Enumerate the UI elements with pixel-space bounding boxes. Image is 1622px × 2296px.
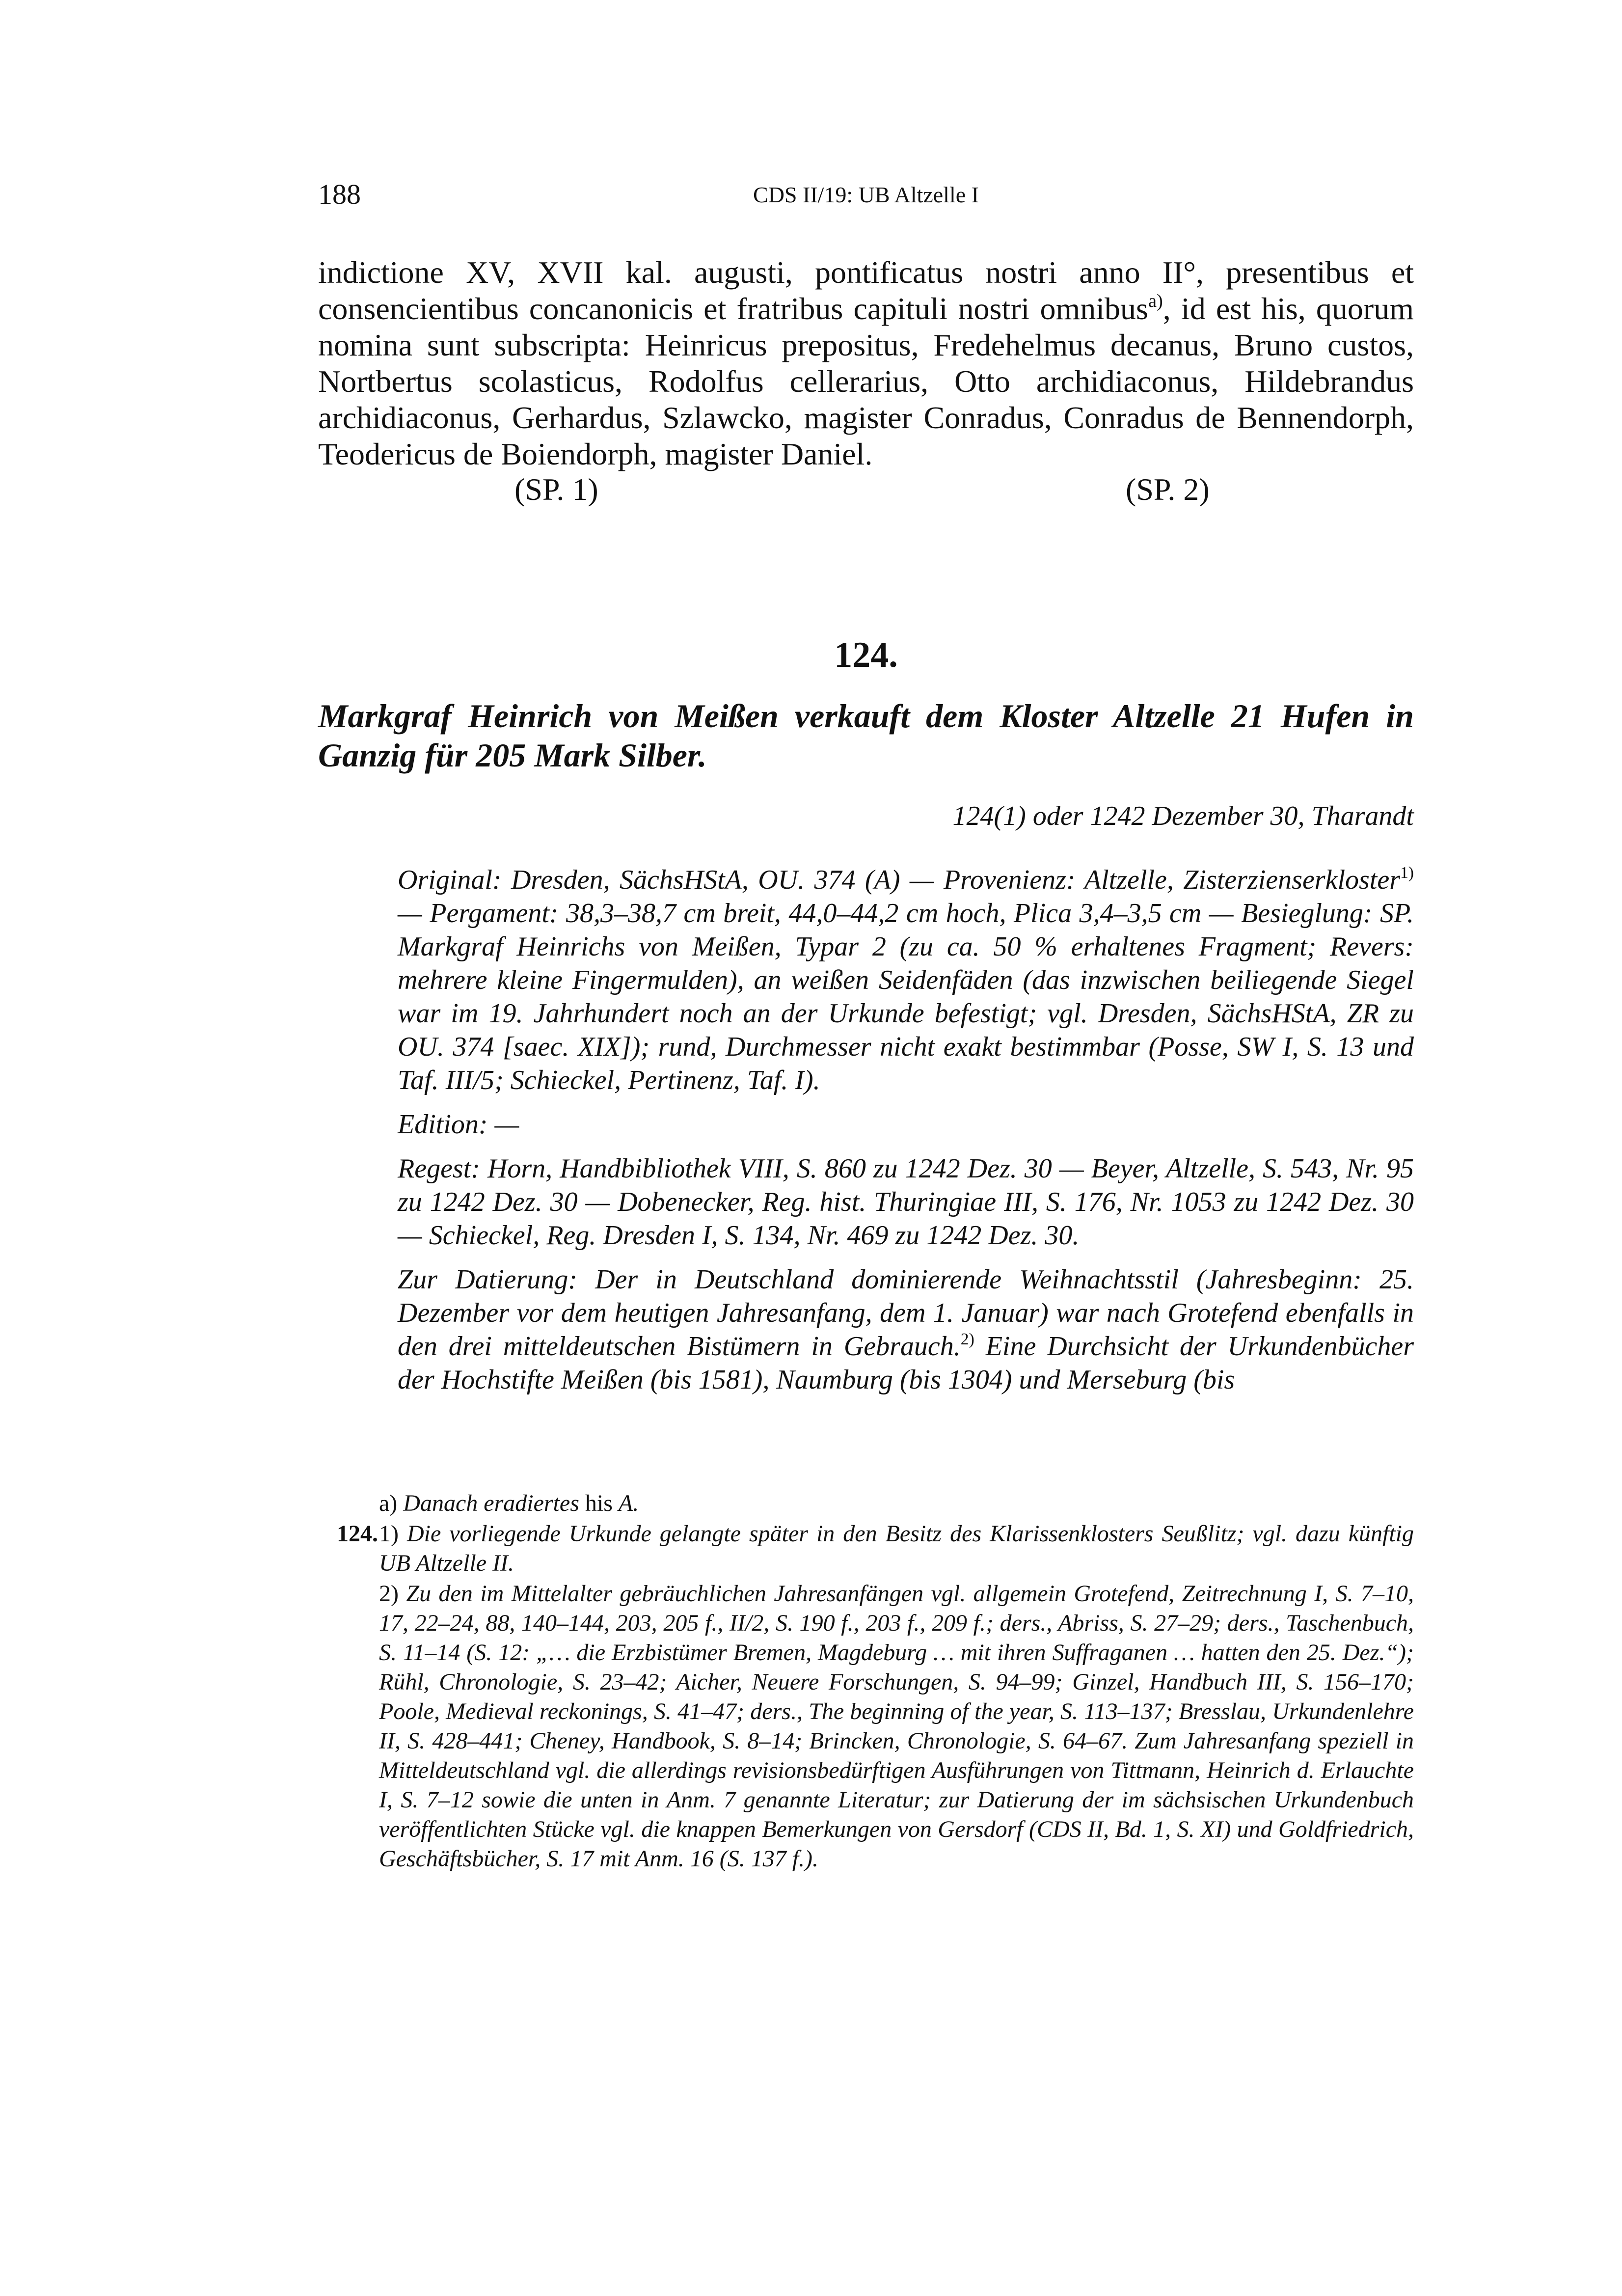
footnote-doc-marker: 124.: [337, 1521, 378, 1547]
footnotes: [318, 1489, 1414, 1875]
document-title: Markgraf Heinrich von Meißen verkauft dem Kloster Altzelle 21 Hufen in Ganzig für 205 Mark Silber.: [318, 697, 1414, 774]
page-header: [318, 178, 1414, 217]
seal-mark-2: (SP. 2): [1126, 472, 1210, 507]
regest-note: Regest: Horn, Handbibliothek VIII, S. 860 zu 1242 Dez. 30 — Beyer, Altzelle, S. 543, Nr. 95 zu 1242 Dez. 30 — Dobenecker, Reg. hist. Thuringiae III, S. 176, Nr. 1053 zu 1242 Dez. 30 — Schieckel, Reg. Dresden I, S. 134, Nr. 469 zu 1242 Dez. 30.: [398, 1153, 1414, 1251]
running-title: CDS II/19: UB Altzelle I: [753, 182, 979, 207]
footnote-2: 2) Zu den im Mittelalter gebräuchlichen Jahresanfängen vgl. allgemein Grotefend, Zeitrechnung I, S. 7–10, 17, 22–24, 88, 140–144, 203, 205 f., II/2, S. 190 f., 203 f., 209 f.; ders., Abriss, S. 27–29; ders., Taschenbuch, S. 11–14 (S. 12: „… die Erzbistümer Bremen, Magdeburg … mit ihren Suffraganen … hatten den 25. Dez.“); Rühl, Chronologie, S. 23–42; Aicher, Neuere Forschungen, S. 94–99; Ginzel, Handbuch III, S. 156–170; Poole, Medieval reckonings, S. 41–47; ders., The beginning of the year, S. 113–137; Bresslau, Urkundenlehre II, S. 428–441; Cheney, Handbook, S. 8–14; Brincken, Chronologie, S. 64–67. Zum Jahresanfang speziell in Mitteldeutschland vgl. die allerdings revisionsbedürftigen Ausführungen von Tittmann, Heinrich d. Erlauchte I, S. 7–12 sowie die unten in Anm. 7 genannte Literatur; zur Datierung der im sächsischen Urkundenbuch veröffentlichten Stücke vgl. die knappen Bemerkungen von Gersdorf (CDS II, Bd. 1, S. XI) und Goldfriedrich, Geschäftsbücher, S. 17 mit Anm. 16 (S. 137 f.).: [379, 1581, 1414, 1872]
document-number: 124.: [834, 635, 898, 675]
seal-mark-1: (SP. 1): [514, 472, 598, 507]
page-number: 188: [318, 178, 361, 210]
edition-note: Edition: —: [398, 1109, 519, 1140]
charter-text: [318, 254, 1414, 472]
footnote-ref-a: a): [1148, 291, 1163, 312]
document-page: [318, 0, 1414, 2296]
footnote-a: a) Danach eradiertes his A.: [379, 1490, 639, 1516]
footnote-ref-2: 2): [960, 1330, 974, 1349]
document-dateline: 124(1) oder 1242 Dezember 30, Tharandt: [952, 801, 1414, 831]
critical-apparatus: [398, 863, 1414, 1407]
footnote-1: 124. 1) Die vorliegende Urkunde gelangte später in den Besitz des Klarissenklosters Seußlitz; vgl. dazu künftig UB Altzelle II.: [318, 1519, 1414, 1578]
original-note: Original: Dresden, SächsHStA, OU. 374 (A) — Provenienz: Altzelle, Zisterzienserkloster$^{1)}$ — Pergament: 38,3–38,7 cm breit, 44,0–44,2 cm hoch, Plica 3,4–3,5 cm — Besieglung: SP. Markgraf Heinrichs von Meißen, Typar 2 (zu ca. 50 % erhaltenes Fragment; Revers: mehrere kleine Fingermulden), an weißen Seidenfäden (das inzwischen beiliegende Siegel war im 19. Jahrhundert noch an der Urkunde befestigt; vgl. Dresden, SächsHStA, ZR zu OU. 374 [saec. XIX]); rund, Durchmesser nicht exakt bestimmbar (Posse, SW I, S. 13 und Taf. III/5; Schieckel, Pertinenz, Taf. I).: [398, 864, 1414, 1095]
charter-paragraph: indictione XV, XVII kal. augusti, pontificatus nostri anno II°, presentibus et consencientibus concanonicis et fratribus capituli nostri omnibus$^{a)}$, id est his, quorum nomina sunt subscripta: Heinricus prepositus, Fredehelmus decanus, Bruno custos, Nortbertus scolasticus, Rodolfus cellerarius, Otto archidiaconus, Hildebrandus archidiaconus, Gerhardus, Szlawcko, magister Conradus, Conradus de Bennendorph, Teodericus de Boiendorph, magister Daniel.: [318, 255, 1414, 471]
footnote-ref-1: 1): [1400, 864, 1414, 882]
dating-note: Zur Datierung: Der in Deutschland dominierende Weihnachtsstil (Jahresbeginn: 25. Dezember vor dem heutigen Jahresanfang, dem 1. Januar) war nach Grotefend ebenfalls in den drei mitteldeutschen Bistümern in Gebrauch.$^{2)}$ Eine Durchsicht der Urkundenbücher der Hochstifte Meißen (bis 1581), Naumburg (bis 1304) und Merseburg (bis: [398, 1264, 1414, 1395]
